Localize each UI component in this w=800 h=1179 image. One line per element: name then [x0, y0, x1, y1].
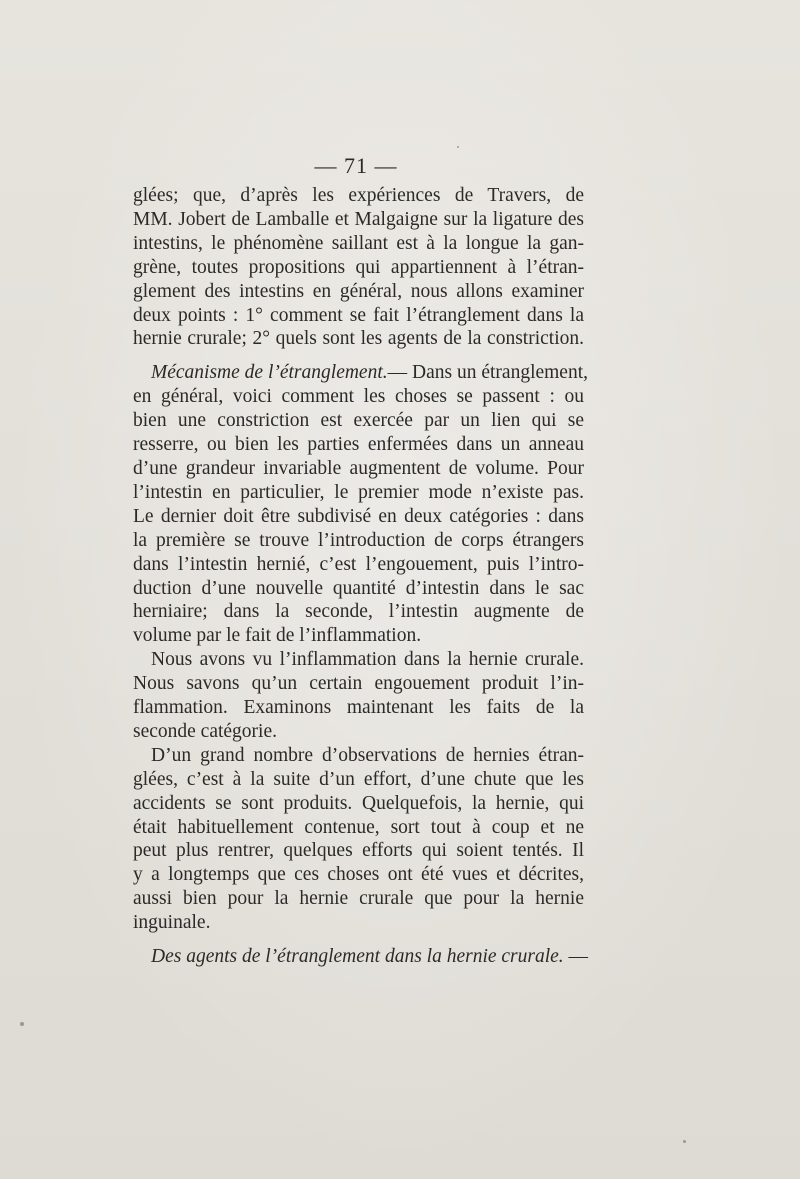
text-line: herniaire; dans la seconde, l’intestin augmente de [133, 601, 584, 623]
text-line: bien une constriction est exercée par un lien qui se [133, 410, 584, 432]
text-line: la première se trouve l’introduction de corps étrangers [133, 529, 584, 551]
section-heading: Mécanisme de l’étranglement. [151, 362, 388, 384]
text-line: D’un grand nombre d’observations de hernies étran- [151, 744, 584, 766]
text-line: dans l’intestin hernié, c’est l’engouement, puis l’intro- [133, 553, 584, 575]
text-fragment: — [563, 946, 589, 968]
page-number: — 71 — [314, 153, 398, 178]
text-line: resserre, ou bien les parties enfermées dans un anneau [133, 434, 584, 456]
text-line: volume par le fait de l’inflammation. [133, 625, 422, 647]
paper-speck [457, 146, 459, 148]
text-line: l’intestin en particulier, le premier mode n’existe pas. [133, 481, 584, 503]
paper-speck [683, 1140, 686, 1143]
section-heading: Des agents de l’étranglement dans la hernie crurale. [151, 946, 564, 968]
text-line: intestins, le phénomène saillant est à la longue la gan- [133, 232, 584, 254]
text-line: grène, toutes propositions qui appartiennent à l’étran- [133, 256, 584, 278]
text-fragment: — Dans un étranglement, [387, 362, 589, 384]
text-line: hernie crurale; 2° quels sont les agents de la constriction. [133, 328, 584, 350]
text-line: glées, c’est à la suite d’un effort, d’une chute que les [133, 768, 584, 790]
text-line: Le dernier doit être subdivisé en deux catégories : dans [133, 505, 584, 527]
text-line: y a longtemps que ces choses ont été vues et décrites, [133, 864, 584, 886]
text-line: était habituellement contenue, sort tout à coup et ne [133, 816, 584, 838]
text-line: deux points : 1° comment se fait l’étranglement dans la [133, 304, 584, 326]
text-line: en général, voici comment les choses se passent : ou [133, 386, 584, 408]
text-line: peut plus rentrer, quelques efforts qui soient tentés. Il [133, 840, 584, 862]
text-line: glement des intestins en général, nous allons examiner [133, 280, 584, 302]
paper-speck [20, 1022, 24, 1026]
text-line: Nous savons qu’un certain engouement produit l’in- [133, 673, 584, 695]
text-line: glées; que, d’après les expériences de Travers, de [133, 185, 584, 206]
text-line: inguinale. [133, 912, 211, 934]
text-line: aussi bien pour la hernie crurale que pour la hernie [133, 888, 584, 910]
text-line [133, 945, 589, 969]
text-line: seconde catégorie. [133, 720, 278, 742]
text-line: duction d’une nouvelle quantité d’intestin dans le sac [133, 577, 584, 599]
text-line: flammation. Examinons maintenant les faits de la [133, 697, 584, 719]
text-line: MM. Jobert de Lamballe et Malgaigne sur la ligature des [133, 208, 584, 230]
text-line [133, 361, 589, 385]
text-line: d’une grandeur invariable augmentent de volume. Pour [133, 457, 584, 479]
text-line: Nous avons vu l’inflammation dans la hernie crurale. [151, 649, 584, 671]
text-line: accidents se sont produits. Quelquefois, la hernie, qui [133, 792, 584, 814]
body-text [133, 184, 589, 969]
